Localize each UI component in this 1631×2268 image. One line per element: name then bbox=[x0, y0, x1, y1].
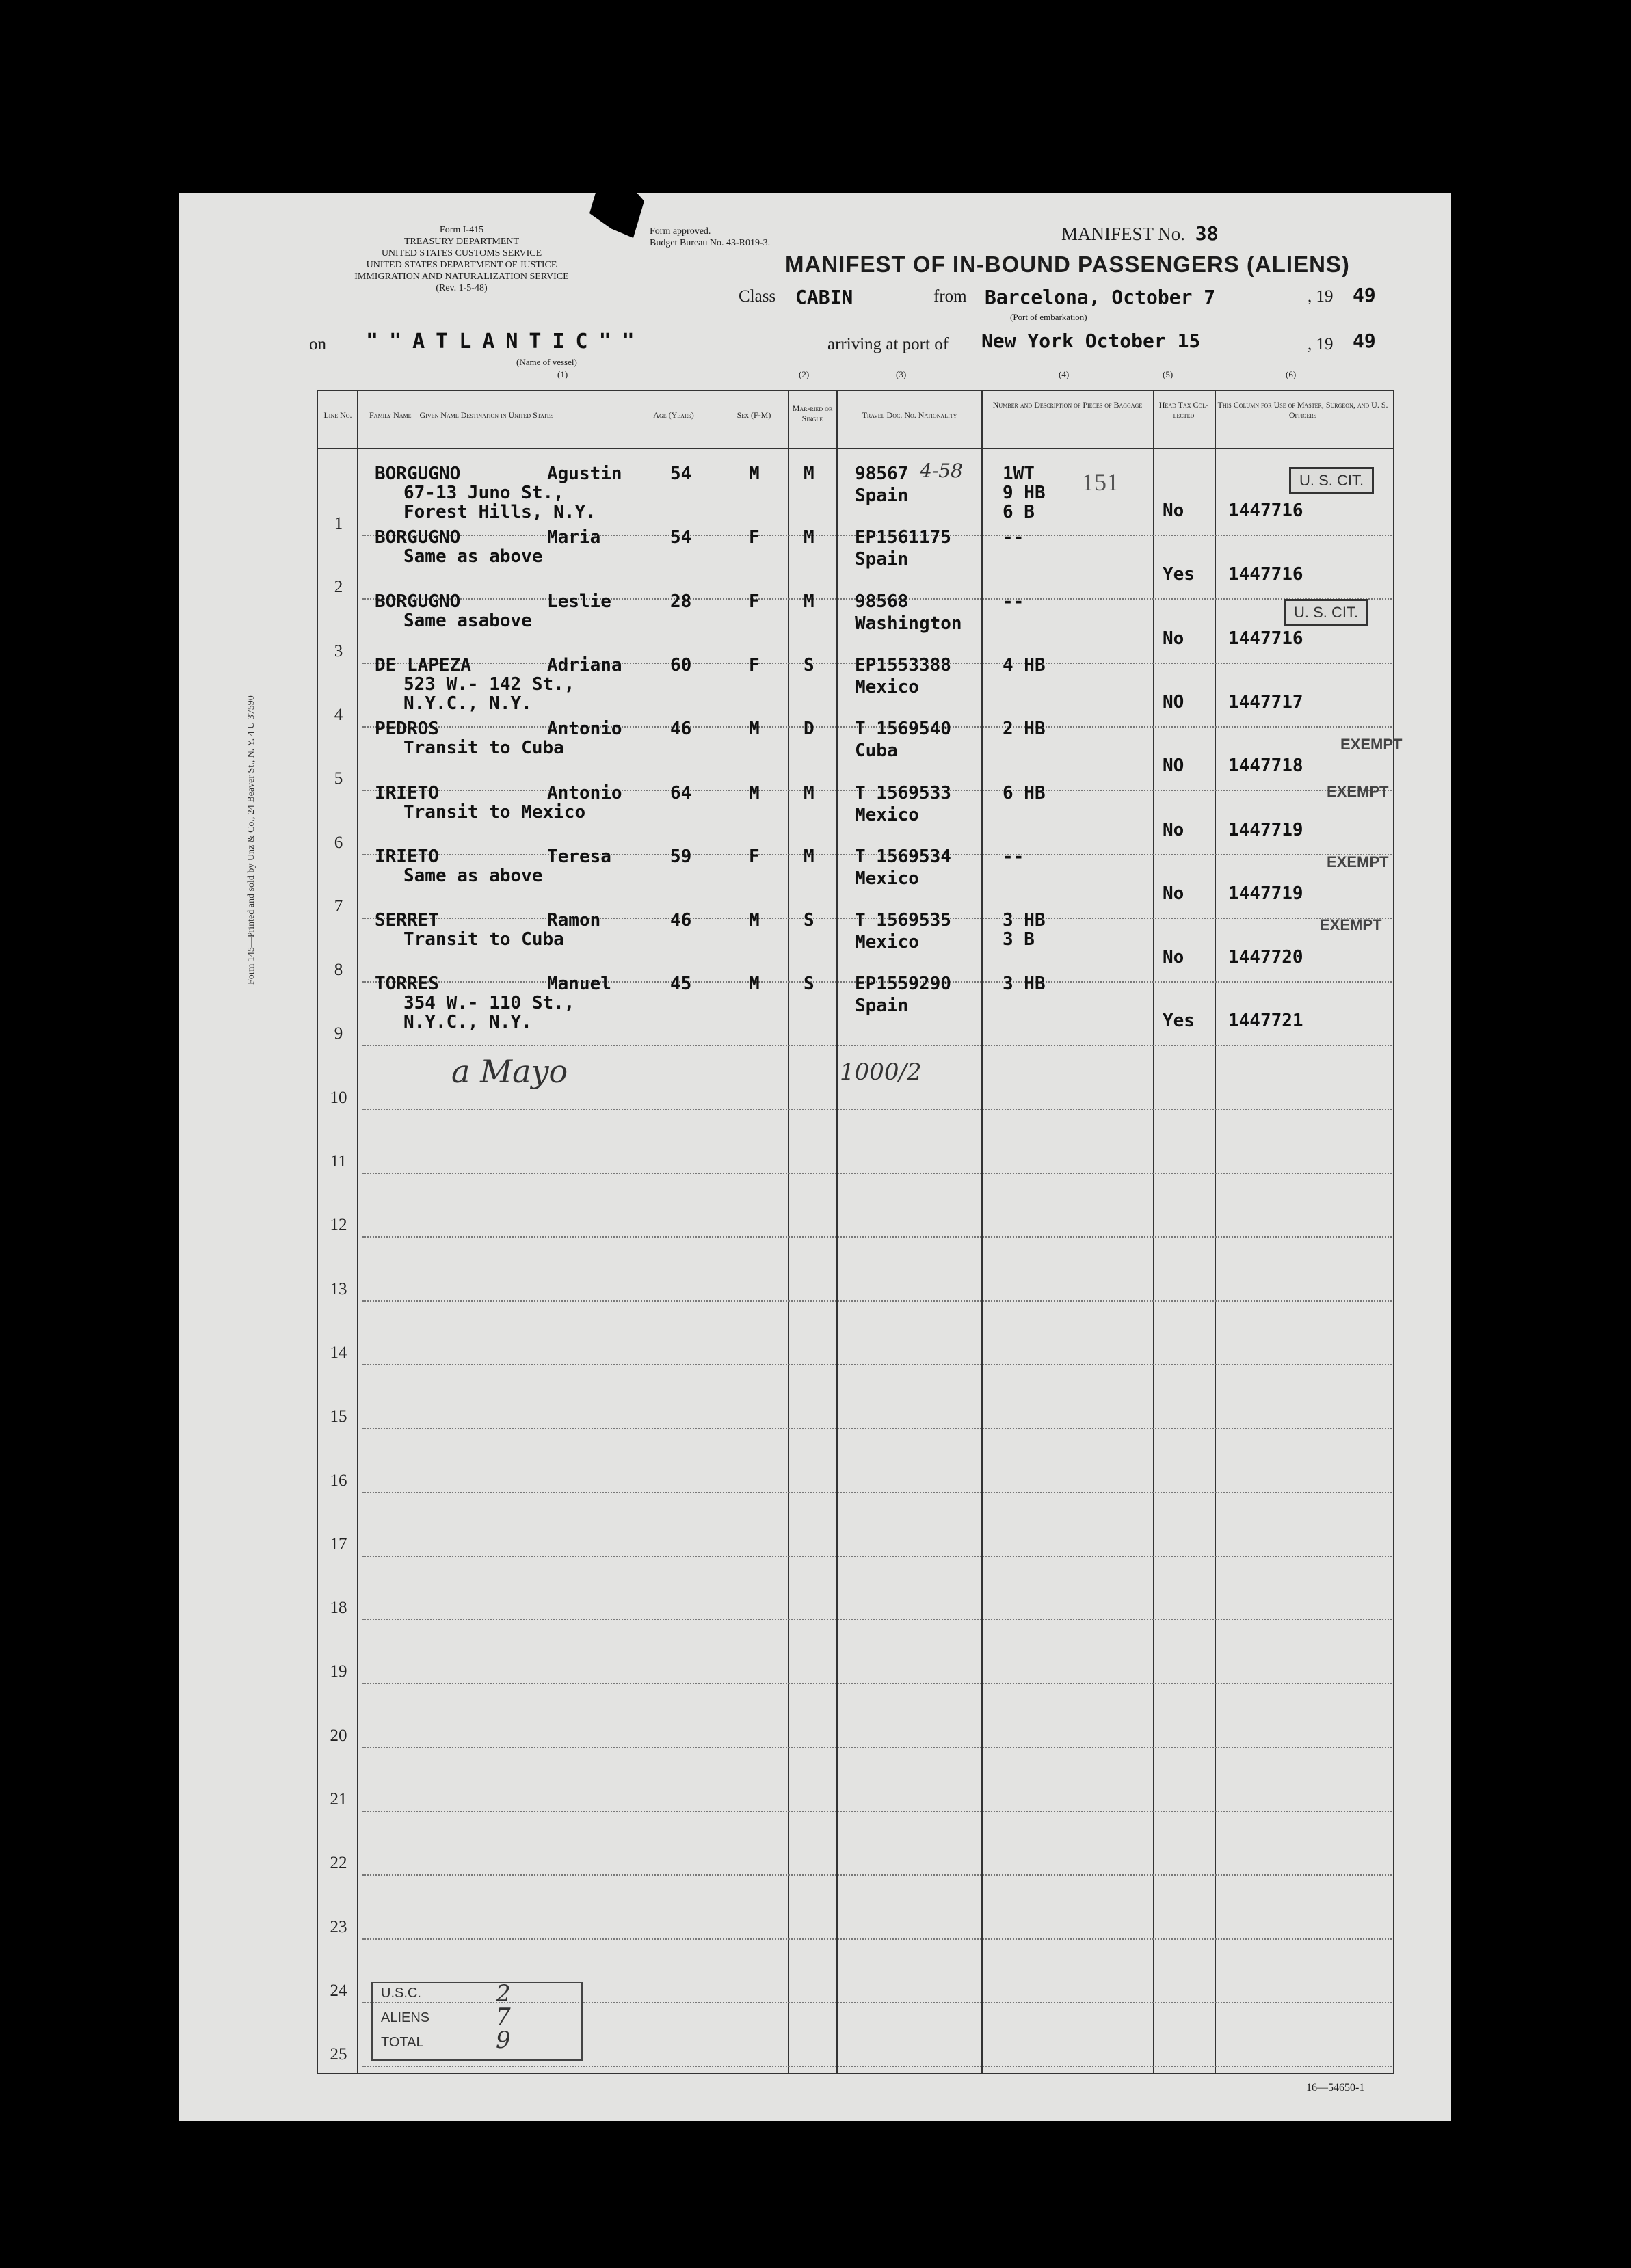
tally-box bbox=[371, 1982, 583, 2061]
officer-number: 1447719 bbox=[1228, 819, 1303, 840]
head-tax: NO bbox=[1163, 756, 1184, 777]
sex: F bbox=[749, 846, 760, 867]
col-num-1: (1) bbox=[557, 369, 568, 379]
travel-doc: EP1559290 bbox=[855, 974, 951, 995]
head-tax: No bbox=[1163, 501, 1184, 521]
age: 28 bbox=[670, 591, 692, 612]
travel-doc: T 1569535 bbox=[855, 910, 951, 931]
travel-doc: 98568 bbox=[855, 591, 909, 612]
marital-status: S bbox=[804, 654, 814, 676]
line-number: 22 bbox=[330, 1854, 347, 1873]
sex: M bbox=[749, 974, 760, 995]
form-revision: (Rev. 1-5-48) bbox=[436, 283, 488, 293]
nationality: Mexico bbox=[855, 676, 919, 697]
nationality: Mexico bbox=[855, 868, 919, 889]
sex: M bbox=[749, 719, 760, 740]
baggage-note: 151 bbox=[1082, 468, 1119, 496]
exempt-stamp: EXEMPT bbox=[1327, 783, 1389, 800]
given-name: Ramon bbox=[547, 910, 601, 931]
row-rule bbox=[362, 1236, 1392, 1238]
printer-imprint: Form 145—Printed and sold by Unz & Co., 24 Beaver St., N. Y. 4 U 37590 bbox=[246, 695, 256, 985]
baggage: 9 HB bbox=[1003, 483, 1046, 503]
nationality: Mexico bbox=[855, 932, 919, 953]
col-header-headtax: Head Tax Col-lected bbox=[1158, 400, 1209, 420]
travel-doc: T 1569540 bbox=[855, 719, 951, 740]
year-value-1: 49 bbox=[1353, 284, 1376, 306]
customs-service: UNITED STATES CUSTOMS SERVICE bbox=[381, 248, 542, 258]
destination-2: Forest Hills, N.Y. bbox=[403, 502, 596, 522]
sex: F bbox=[749, 654, 760, 676]
line-number: 19 bbox=[330, 1662, 347, 1681]
arriving-value: New York October 15 bbox=[981, 330, 1201, 352]
baggage: -- bbox=[1003, 527, 1024, 548]
marital-status: M bbox=[804, 591, 814, 612]
age: 59 bbox=[670, 846, 692, 867]
head-tax: Yes bbox=[1163, 564, 1195, 585]
head-tax: No bbox=[1163, 947, 1184, 968]
line-number: 14 bbox=[330, 1343, 347, 1362]
head-tax: No bbox=[1163, 819, 1184, 840]
age: 64 bbox=[670, 782, 692, 803]
col-header-age: Age (Years) bbox=[653, 410, 694, 420]
head-tax: Yes bbox=[1163, 1011, 1195, 1032]
col-divider bbox=[981, 390, 983, 2073]
total-label: TOTAL bbox=[381, 2035, 424, 2050]
nationality: Mexico bbox=[855, 804, 919, 825]
family-name: BORGUGNO bbox=[375, 527, 461, 548]
from-label: from bbox=[933, 287, 967, 306]
given-name: Adriana bbox=[547, 654, 622, 676]
officer-number: 1447718 bbox=[1228, 756, 1303, 777]
exempt-stamp: EXEMPT bbox=[1320, 916, 1382, 933]
col-header-officers: This Column for Use of Master, Surgeon, and U. S. Officers bbox=[1217, 400, 1388, 420]
marital-status: M bbox=[804, 527, 814, 548]
manifest-title: MANIFEST OF IN-BOUND PASSENGERS (ALIENS) bbox=[785, 252, 1350, 277]
officer-number: 1447716 bbox=[1228, 628, 1303, 649]
destination-1: Transit to Cuba bbox=[403, 738, 564, 759]
justice-dept: UNITED STATES DEPARTMENT OF JUSTICE bbox=[366, 260, 557, 270]
from-value: Barcelona, October 7 bbox=[985, 286, 1216, 308]
travel-doc: T 1569534 bbox=[855, 846, 951, 867]
given-name: Manuel bbox=[547, 974, 611, 995]
nationality: Cuba bbox=[855, 741, 898, 762]
row-rule bbox=[362, 1364, 1392, 1365]
officer-number: 1447720 bbox=[1228, 947, 1303, 968]
us-cit-stamp: U. S. CIT. bbox=[1284, 599, 1368, 626]
manifest-number: MANIFEST No. 38 bbox=[1061, 222, 1219, 245]
row-rule bbox=[362, 1747, 1392, 1748]
col-divider bbox=[1153, 390, 1154, 2073]
travel-doc: T 1569533 bbox=[855, 782, 951, 803]
age: 54 bbox=[670, 527, 692, 548]
col-header-line: Line No. bbox=[323, 410, 352, 420]
vessel-name: ""ATLANTIC"" bbox=[366, 330, 646, 353]
marital-status: D bbox=[804, 719, 814, 740]
baggage: 6 HB bbox=[1003, 782, 1046, 803]
row-rule bbox=[362, 1173, 1392, 1174]
baggage: 3 HB bbox=[1003, 910, 1046, 931]
line-number: 24 bbox=[330, 1981, 347, 2000]
baggage: 2 HB bbox=[1003, 719, 1046, 740]
line-number: 20 bbox=[330, 1726, 347, 1745]
row-rule bbox=[362, 1556, 1392, 1557]
treasury-dept: TREASURY DEPARTMENT bbox=[403, 237, 520, 247]
line-number: 9 bbox=[334, 1024, 343, 1043]
family-name: BORGUGNO bbox=[375, 464, 461, 484]
destination-2: N.Y.C., N.Y. bbox=[403, 693, 532, 714]
marital-status: M bbox=[804, 782, 814, 803]
total-count: 9 bbox=[496, 2027, 511, 2054]
baggage: 3 HB bbox=[1003, 974, 1046, 995]
line-number: 18 bbox=[330, 1599, 347, 1618]
officer-number: 1447716 bbox=[1228, 501, 1303, 521]
row-rule bbox=[362, 1811, 1392, 1812]
col-num-2: (2) bbox=[799, 369, 810, 379]
given-name: Antonio bbox=[547, 782, 622, 803]
col-header-sex: Sex (F-M) bbox=[737, 410, 771, 420]
col-num-4: (4) bbox=[1059, 369, 1070, 379]
port-caption: (Port of embarkation) bbox=[1010, 312, 1087, 322]
line-number: 3 bbox=[334, 641, 343, 661]
given-name: Leslie bbox=[547, 591, 611, 612]
family-name: IRIETO bbox=[375, 846, 439, 867]
row-rule bbox=[362, 1109, 1392, 1110]
family-name: PEDROS bbox=[375, 719, 439, 740]
col-divider bbox=[788, 390, 789, 2073]
destination-2: N.Y.C., N.Y. bbox=[403, 1012, 532, 1033]
col-header-married: Mar-ried or Single bbox=[792, 403, 833, 423]
col-num-3: (3) bbox=[896, 369, 907, 379]
given-name: Agustin bbox=[547, 464, 622, 484]
travel-doc-note: 4-58 bbox=[920, 459, 963, 482]
row-rule bbox=[362, 1874, 1392, 1876]
travel-doc: EP1561175 bbox=[855, 527, 951, 548]
marital-status: S bbox=[804, 974, 814, 995]
line-number: 8 bbox=[334, 961, 343, 980]
year-value-2: 49 bbox=[1353, 330, 1376, 352]
destination-1: Transit to Cuba bbox=[403, 929, 564, 950]
class-value: CABIN bbox=[795, 286, 853, 308]
sex: F bbox=[749, 591, 760, 612]
travel-doc: EP1553388 bbox=[855, 654, 951, 676]
line-number: 13 bbox=[330, 1279, 347, 1298]
officer-number: 1447719 bbox=[1228, 883, 1303, 904]
age: 54 bbox=[670, 464, 692, 484]
row-rule bbox=[362, 1492, 1392, 1493]
head-tax: No bbox=[1163, 883, 1184, 904]
col-header-baggage: Number and Description of Pieces of Baggage bbox=[992, 400, 1143, 410]
line-number: 12 bbox=[330, 1216, 347, 1235]
marital-status: M bbox=[804, 464, 814, 484]
class-label: Class bbox=[739, 287, 776, 306]
baggage: 4 HB bbox=[1003, 654, 1046, 676]
line-number: 17 bbox=[330, 1534, 347, 1553]
line-number: 25 bbox=[330, 2045, 347, 2064]
col-num-5: (5) bbox=[1163, 369, 1173, 379]
nationality: Spain bbox=[855, 996, 909, 1017]
destination-1: 354 W.- 110 St., bbox=[403, 993, 575, 1014]
family-name: SERRET bbox=[375, 910, 439, 931]
given-name: Maria bbox=[547, 527, 601, 548]
baggage: 6 B bbox=[1003, 502, 1035, 522]
age: 46 bbox=[670, 719, 692, 740]
row-rule bbox=[362, 1938, 1392, 1940]
usc-label: U.S.C. bbox=[381, 1986, 421, 2001]
travel-doc: 98567 bbox=[855, 464, 909, 484]
form-number: Form I-415 bbox=[439, 225, 484, 235]
line-number: 7 bbox=[334, 896, 343, 916]
age: 46 bbox=[670, 910, 692, 931]
line-number: 11 bbox=[330, 1152, 347, 1171]
baggage: 1WT bbox=[1003, 464, 1035, 484]
nationality: Washington bbox=[855, 613, 962, 634]
col-num-6: (6) bbox=[1286, 369, 1297, 379]
destination-1: Transit to Mexico bbox=[403, 801, 586, 823]
line-number: 21 bbox=[330, 1790, 347, 1809]
family-name: IRIETO bbox=[375, 782, 439, 803]
baggage: -- bbox=[1003, 591, 1024, 612]
line-number: 16 bbox=[330, 1471, 347, 1490]
exempt-stamp: EXEMPT bbox=[1327, 853, 1389, 870]
handwritten-doc-note: 1000/2 bbox=[840, 1058, 922, 1086]
aliens-label: ALIENS bbox=[381, 2010, 430, 2025]
row-rule bbox=[362, 1300, 1392, 1302]
manifest-number-value: 38 bbox=[1195, 222, 1219, 245]
marital-status: S bbox=[804, 910, 814, 931]
baggage: 3 B bbox=[1003, 929, 1035, 950]
destination-1: Same as above bbox=[403, 865, 543, 886]
destination-1: 523 W.- 142 St., bbox=[403, 673, 575, 695]
age: 60 bbox=[670, 654, 692, 676]
arriving-label: arriving at port of bbox=[827, 335, 949, 353]
form-approval: Form approved. Budget Bureau No. 43-R019-3. bbox=[650, 226, 771, 248]
destination-1: Same asabove bbox=[403, 610, 532, 631]
handwritten-signature: a Mayo bbox=[451, 1053, 568, 1090]
line-number: 2 bbox=[334, 578, 343, 597]
sex: F bbox=[749, 527, 760, 548]
footer-code: 16—54650-1 bbox=[1306, 2082, 1365, 2094]
head-tax: No bbox=[1163, 628, 1184, 649]
line-number: 23 bbox=[330, 1917, 347, 1936]
officer-number: 1447721 bbox=[1228, 1011, 1303, 1032]
line-number: 10 bbox=[330, 1088, 347, 1107]
col-divider bbox=[357, 390, 358, 2073]
given-name: Teresa bbox=[547, 846, 611, 867]
nationality: Spain bbox=[855, 485, 909, 506]
row-rule bbox=[362, 1683, 1392, 1684]
row-rule bbox=[362, 1045, 1392, 1046]
col-divider bbox=[836, 390, 838, 2073]
ins: IMMIGRATION AND NATURALIZATION SERVICE bbox=[354, 271, 569, 282]
line-number: 4 bbox=[334, 705, 343, 724]
age: 45 bbox=[670, 974, 692, 995]
us-cit-stamp: U. S. CIT. bbox=[1289, 467, 1374, 494]
family-name: BORGUGNO bbox=[375, 591, 461, 612]
row-rule bbox=[362, 2066, 1392, 2067]
head-tax: NO bbox=[1163, 691, 1184, 712]
destination-1: 67-13 Juno St., bbox=[403, 483, 564, 503]
line-number: 5 bbox=[334, 769, 343, 788]
nationality: Spain bbox=[855, 549, 909, 570]
row-rule bbox=[362, 1619, 1392, 1620]
destination-1: Same as above bbox=[403, 546, 543, 568]
header-rule bbox=[317, 448, 1393, 449]
col-header-travel: Travel Doc. No. Nationality bbox=[862, 410, 957, 420]
sex: M bbox=[749, 782, 760, 803]
line-number: 1 bbox=[334, 514, 343, 533]
header-agency-block bbox=[301, 224, 622, 294]
baggage: -- bbox=[1003, 846, 1024, 867]
row-rule bbox=[362, 1428, 1392, 1429]
officer-number: 1447717 bbox=[1228, 691, 1303, 712]
year-label-1: , 19 bbox=[1308, 287, 1334, 306]
family-name: TORRES bbox=[375, 974, 439, 995]
on-label: on bbox=[309, 335, 326, 353]
given-name: Antonio bbox=[547, 719, 622, 740]
vessel-caption: (Name of vessel) bbox=[516, 357, 577, 367]
officer-number: 1447716 bbox=[1228, 564, 1303, 585]
sex: M bbox=[749, 910, 760, 931]
family-name: DE LAPEZA bbox=[375, 654, 471, 676]
line-number: 6 bbox=[334, 833, 343, 852]
col-header-name: Family Name—Given Name Destination in United States bbox=[369, 410, 554, 420]
marital-status: M bbox=[804, 846, 814, 867]
sex: M bbox=[749, 464, 760, 484]
exempt-stamp: EXEMPT bbox=[1340, 736, 1403, 753]
col-divider bbox=[1215, 390, 1216, 2073]
aliens-count: 7 bbox=[496, 2003, 511, 2031]
year-label-2: , 19 bbox=[1308, 335, 1334, 353]
line-number: 15 bbox=[330, 1407, 347, 1426]
usc-count: 2 bbox=[496, 1980, 511, 2007]
